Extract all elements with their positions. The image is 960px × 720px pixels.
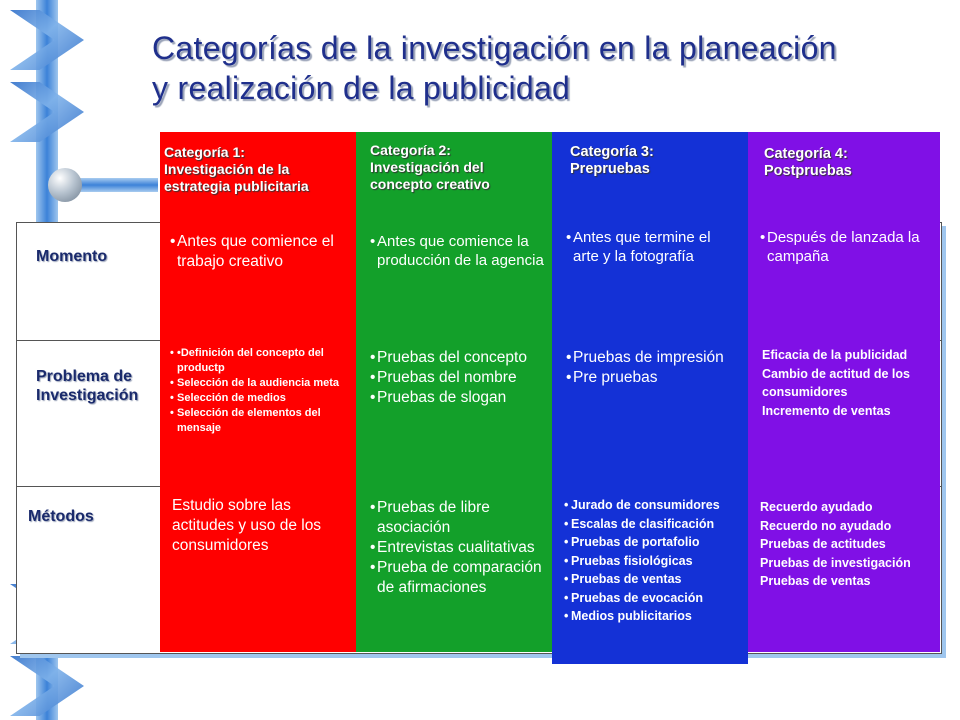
title-line-1: Categorías de la investigación en la planeación [152, 30, 837, 66]
metodos-cat1 [160, 486, 356, 652]
row-label-momento: Momento [36, 248, 108, 265]
category-1-header: Categoría 1: Investigación de la estrategia publicitaria [160, 132, 356, 222]
momento-cat3-list [566, 228, 740, 266]
metodos-cat2 [356, 486, 552, 652]
list-item: • Después de lanzada la campaña [760, 228, 932, 266]
list-item: • Pruebas de ventas [564, 570, 740, 589]
momento-cat3 [552, 222, 748, 340]
list-item: • Entrevistas cualitativas [370, 538, 544, 558]
list-item: Pruebas de ventas [760, 574, 871, 588]
problema-cat2 [356, 340, 552, 486]
list-item: Recuerdo ayudado [760, 500, 873, 514]
list-item: • Pre pruebas [566, 368, 740, 388]
category-3-header: Categoría 3: Prepruebas [552, 132, 748, 222]
problema-cat1-list [170, 346, 348, 436]
metodos-cat3 [552, 486, 748, 664]
list-item: • Pruebas de libre asociación [370, 498, 544, 538]
momento-cat4 [748, 222, 940, 340]
metodos-cat4 [748, 486, 940, 652]
list-item: Estudio sobre las actitudes y uso de los consumidores [172, 497, 322, 554]
problema-cat3-list [566, 348, 740, 388]
list-item: • Jurado de consumidores [564, 496, 740, 515]
list-item: Eficacia de la publicidad [762, 348, 908, 362]
momento-cat2 [356, 222, 552, 340]
row-label-problema: Problema de Investigación [36, 368, 139, 404]
momento-cat1 [160, 222, 356, 340]
problema-cat1 [160, 340, 356, 486]
list-item: • Antes que termine el arte y la fotografía [566, 228, 740, 266]
problema-cat2-list [370, 348, 544, 408]
list-item: • Medios publicitarios [564, 607, 740, 626]
list-item: Cambio de actitud de los consumidores [762, 366, 910, 399]
row-label-metodos: Métodos [28, 508, 94, 525]
list-item: • Pruebas del concepto [370, 348, 544, 368]
list-item: • Pruebas de impresión [566, 348, 740, 368]
decorative-sphere [48, 168, 82, 202]
list-item: • Antes que comience la producción de la agencia [370, 232, 544, 270]
page-title [152, 28, 952, 108]
list-item: • Pruebas de portafolio [564, 533, 740, 552]
list-item: • •Definición del concepto del productp [170, 346, 348, 376]
list-item: • Selección de la audiencia meta [170, 376, 348, 391]
metodos-cat1-list [172, 496, 348, 556]
metodos-cat4-list [760, 498, 932, 591]
momento-cat4-list [760, 228, 932, 266]
problema-cat4-list [762, 346, 932, 420]
category-4-header: Categoría 4: Postpruebas [748, 132, 940, 222]
list-item: Pruebas de actitudes [760, 537, 886, 551]
list-item: • Pruebas de slogan [370, 388, 544, 408]
metodos-cat2-list [370, 498, 544, 598]
list-item: • Selección de elementos del mensaje [170, 406, 348, 436]
list-item: • Antes que comience el trabajo creativo [170, 232, 348, 272]
momento-cat1-list [170, 232, 348, 272]
list-item: • Pruebas de evocación [564, 589, 740, 608]
list-item: • Escalas de clasificación [564, 515, 740, 534]
momento-cat2-list [370, 232, 544, 270]
list-item: • Pruebas del nombre [370, 368, 544, 388]
list-item: • Selección de medios [170, 391, 348, 406]
list-item: Recuerdo no ayudado [760, 518, 892, 533]
list-item: Incremento de ventas [762, 403, 891, 418]
list-item: • Pruebas fisiológicas [564, 552, 740, 571]
list-item: • Prueba de comparación de afirmaciones [370, 558, 544, 598]
title-line-2: y realización de la publicidad [152, 70, 571, 106]
problema-cat4 [748, 340, 940, 486]
problema-cat3 [552, 340, 748, 486]
metodos-cat3-list [564, 496, 740, 626]
category-2-header: Categoría 2: Investigación del concepto creativo [356, 132, 552, 222]
list-item: Pruebas de investigación [760, 555, 911, 570]
